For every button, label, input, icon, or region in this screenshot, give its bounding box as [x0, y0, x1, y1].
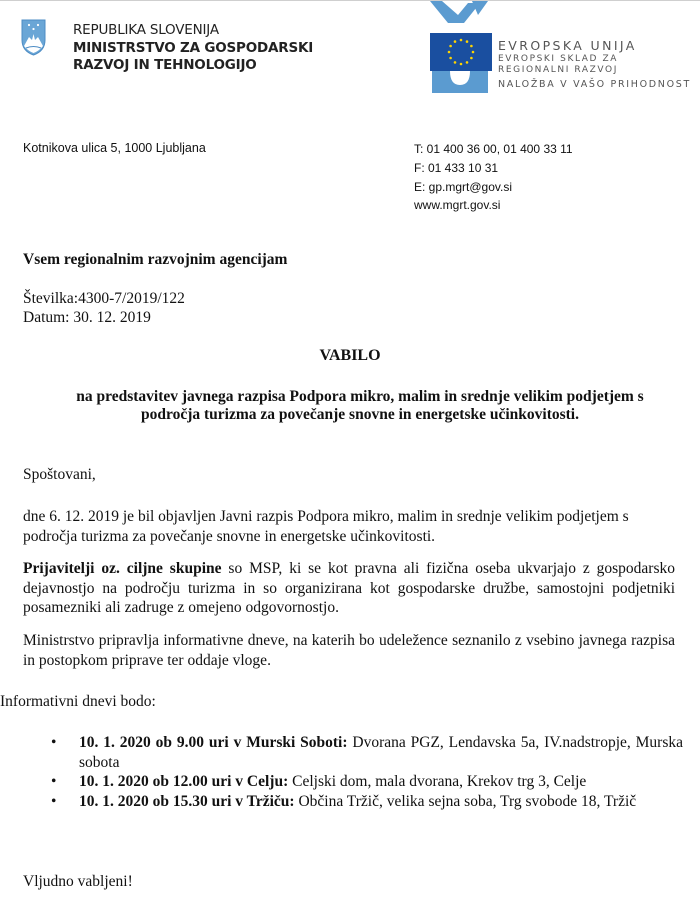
paragraph-info-days: Ministrstvo pripravlja informativne dneve, na katerih bo udeležence seznanilo z vsebino javnega razpisa in postopkom priprave ter oddaje vloge.: [23, 632, 675, 669]
event-when: 10. 1. 2020 ob 9.00 uri v Murski Soboti:: [79, 734, 348, 751]
document-date: Datum: 30. 12. 2019: [23, 309, 151, 326]
phone: T: 01 400 36 00, 01 400 33 11: [414, 142, 573, 156]
closing: Vljudno vabljeni!: [23, 873, 133, 890]
header-republic: REPUBLIKA SLOVENIJA: [73, 22, 219, 38]
paragraph-target-groups-bold: Prijavitelji oz. ciljne skupine: [23, 560, 222, 577]
paragraph-info-days-intro: Informativni dnevi bodo:: [0, 693, 156, 710]
event-when: 10. 1. 2020 ob 12.00 uri v Celju:: [79, 773, 289, 790]
paragraph-target-groups: [23, 559, 675, 618]
event-when: 10. 1. 2020 ob 15.30 uri v Tržiču:: [79, 792, 295, 810]
header-eu-fund-line2: REGIONALNI RAZVOJ: [498, 65, 618, 75]
paragraph-announcement: dne 6. 12. 2019 je bil objavljen Javni razpis Podpora mikro, malim in srednje velikim podjetjem s področja turizma za povečanje snovne in energetske učinkovitosti.: [23, 508, 629, 545]
page-title: VABILO: [319, 347, 381, 364]
page-subtitle: na predstavitev javnega razpisa Podpora mikro, malim in srednje velikim podjetjem s področja turizma za povečanje snovne in energetske učinkovitosti.: [76, 388, 644, 423]
list-item: [23, 772, 683, 792]
header-eu-fund-line1: EVROPSKI SKLAD ZA: [498, 54, 619, 64]
paragraph-target-groups-text: so MSP, ki se kot pravna ali fizična oseba ukvarjajo z gospodarsko dejavnostjo na področju turizma in so organizirana kot gospodarske družbe, samostojni podjetniki posamezniki ali zadruge z omejeno odgovornostjo.: [23, 560, 676, 616]
website-link[interactable]: www.mgrt.gov.si: [414, 198, 501, 212]
eu-flag-icon: [428, 1, 492, 93]
list-item: [23, 792, 683, 812]
greeting: Spoštovani,: [23, 466, 96, 483]
header-ministry-line1: MINISTRSTVO ZA GOSPODARSKI: [73, 40, 314, 56]
bullet-icon: •: [51, 792, 57, 810]
document-number: Številka:4300-7/2019/122: [23, 290, 185, 307]
email-link[interactable]: E: gp.mgrt@gov.si: [414, 180, 512, 194]
event-where: Občina Tržič, velika sejna soba, Trg svobode 18, Tržič: [294, 792, 637, 810]
fax: F: 01 433 10 31: [414, 161, 499, 175]
header-eu-slogan: NALOŽBA V VAŠO PRIHODNOST: [498, 79, 692, 90]
event-list: [23, 733, 683, 811]
event-where: Celjski dom, mala dvorana, Krekov trg 3, Celje: [288, 773, 587, 790]
header-ministry-line2: RAZVOJ IN TEHNOLOGIJO: [73, 57, 257, 73]
bullet-icon: •: [51, 734, 57, 751]
address: Kotnikova ulica 5, 1000 Ljubljana: [23, 141, 206, 155]
coat-of-arms-icon: [20, 18, 47, 56]
list-item: [23, 733, 683, 772]
recipient: Vsem regionalnim razvojnim agencijam: [23, 251, 288, 268]
header-eu-title: EVROPSKA UNIJA: [498, 38, 637, 53]
event-where: Dvorana PGZ, Lendavska 5a, IV.nadstropje, Murska sobota: [79, 734, 683, 771]
bullet-icon: •: [51, 773, 57, 790]
